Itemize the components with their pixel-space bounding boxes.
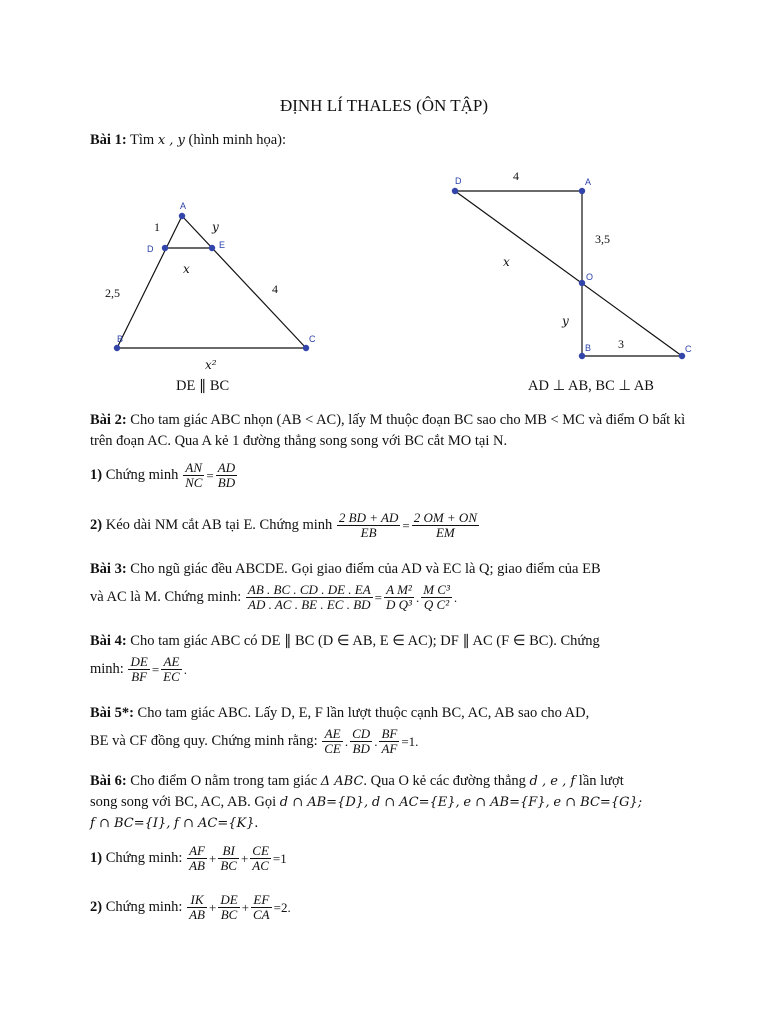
exercise-2-part-2: [90, 511, 690, 540]
exercise-6-text-1c: lần lượt: [578, 773, 624, 789]
label-a: A: [585, 177, 592, 187]
fraction-am-dq: $\frac{\text{A M²}}{\text{D Q³}}$: [386, 582, 412, 612]
fraction-bi-bc: $\frac{BI}{BC}$: [220, 843, 237, 873]
exercise-4-line-2: [90, 655, 690, 684]
fraction-ce-ac: $\frac{CE}{AC}$: [252, 843, 269, 873]
exercise-4: [90, 631, 690, 652]
set-3: e ∩ AB={F},: [463, 795, 550, 810]
fraction-an-nc: $\frac{AN}{NC}$: [185, 460, 203, 490]
exercise-6-line-2: [90, 792, 690, 813]
length-db: 2,5: [105, 286, 120, 300]
label-c: C: [685, 344, 692, 354]
exercise-3-label: Bài 3:: [90, 561, 127, 577]
point-e: [209, 245, 215, 251]
label-c: C: [309, 334, 316, 344]
equals-two: =2.: [273, 900, 291, 915]
length-do: x: [503, 255, 510, 269]
plus-sign: +: [208, 900, 217, 915]
lines-def: d , e , f: [529, 774, 576, 789]
exercise-6-label: Bài 6:: [90, 773, 127, 789]
figure-triangle-de-parallel-bc: [95, 195, 335, 375]
exercise-5-text-1: Cho tam giác ABC. Lấy D, E, F lần lượt thuộc cạnh BC, AC, AB sao cho AD,: [137, 705, 590, 721]
label-a: A: [180, 201, 187, 211]
exercise-6-text-1a: Cho điểm O nằm trong tam giác: [130, 773, 318, 789]
exercise-6-text-1b: . Qua O kẻ các đường thẳng: [363, 773, 526, 789]
exercise-6-part-1: [90, 844, 690, 873]
exercise-4-text-1: Cho tam giác ABC có DE ∥ BC (D ∈ AB, E ∈ AC); DF ∥ AC (F ∈ BC). Chứng: [130, 633, 600, 649]
plus-sign: +: [208, 851, 217, 866]
set-1: d ∩ AB={D},: [279, 795, 369, 810]
dot-sign: .: [415, 590, 420, 605]
exercise-6-text-2a: song song với BC, AC, AB. Gọi: [90, 794, 277, 810]
exercise-3-text-1: Cho ngũ giác đều ABCDE. Gọi giao điểm của AD và EC là Q; giao điểm của EB: [130, 561, 601, 577]
part-label: 1): [90, 466, 103, 483]
exercise-1-label: Bài 1:: [90, 132, 127, 148]
length-ao: 3,5: [595, 232, 610, 246]
figure-2-caption: AD ⊥ AB, BC ⊥ AB: [528, 378, 654, 394]
exercise-1-tail: (hình minh họa):: [188, 132, 286, 148]
length-da: 4: [513, 169, 519, 183]
point-d: [452, 188, 458, 194]
fraction-2om-on-em: $\frac{2 OM + ON}{EM}$: [413, 510, 477, 540]
part-text: Chứng minh: [105, 466, 179, 483]
equals-sign: =: [151, 662, 160, 677]
segment-dc: [455, 191, 682, 356]
fraction-de-bc: $\frac{DE}{BC}$: [220, 892, 238, 922]
length-ad: 1: [154, 220, 160, 234]
point-a: [579, 188, 585, 194]
fraction-2bd-ad-eb: $\frac{2 BD + AD}{EB}$: [338, 510, 399, 540]
exercise-3: [90, 559, 690, 580]
exercise-5-label: Bài 5*:: [90, 705, 134, 721]
length-ec: 4: [272, 282, 278, 296]
label-o: O: [586, 272, 594, 282]
exercise-1-vars: x , y: [157, 133, 185, 148]
exercise-6-line-3: [90, 813, 690, 834]
fraction-ik-ab: $\frac{IK}{AB}$: [189, 892, 205, 922]
length-bc: 3: [618, 337, 624, 351]
label-d: D: [455, 176, 462, 186]
page-title: ĐỊNH LÍ THALES (ÔN TẬP): [279, 96, 489, 115]
part-text: Chứng minh:: [105, 898, 183, 915]
end-dot: .: [254, 815, 259, 831]
figure-1-caption: DE ∥ BC: [176, 378, 230, 394]
equals-sign: =: [402, 518, 410, 533]
exercise-6: [90, 771, 690, 792]
end-dot: .: [453, 590, 458, 605]
length-bc: x²: [205, 358, 217, 372]
point-b: [579, 353, 585, 359]
exercise-3-text-2: và AC là M. Chứng minh:: [90, 588, 242, 605]
exercise-4-text-2: minh:: [90, 660, 124, 677]
fraction-ef-ca: $\frac{EF}{CA}$: [253, 892, 270, 922]
length-ob: y: [562, 314, 569, 328]
triangle-abc: Δ ABC: [320, 774, 364, 789]
exercise-2-label: Bài 2:: [90, 412, 127, 428]
side-ac: [182, 216, 306, 348]
point-a: [179, 213, 185, 219]
dot-sign: .: [344, 734, 349, 749]
point-b: [114, 345, 120, 351]
plus-sign: +: [241, 900, 250, 915]
exercise-2-text: Cho tam giác ABC nhọn (AB < AC), lấy M thuộc đoạn BC sao cho MB < MC và điểm O bất kì trên đoạn AC. Qua A kẻ 1 đường thẳng song song với BC cắt MO tại N.: [90, 412, 686, 449]
label-e: E: [219, 240, 226, 250]
fraction-ae-ce: $\frac{AE}{CE}$: [324, 726, 341, 756]
fraction-ad-bd: $\frac{AD}{BD}$: [217, 460, 236, 490]
exercise-5: [90, 703, 690, 724]
length-ae: y: [212, 220, 219, 234]
exercise-1-text: Tìm: [130, 132, 155, 148]
equals-one: =1.: [401, 734, 419, 749]
fraction-de-bf: $\frac{DE}{BF}$: [130, 654, 148, 684]
label-d: D: [147, 244, 154, 254]
part-label: 2): [90, 516, 103, 533]
fraction-cd-bd: $\frac{CD}{BD}$: [352, 726, 371, 756]
part-text: Kéo dài NM cắt AB tại E. Chứng minh: [105, 516, 333, 533]
dot-sign: .: [374, 734, 378, 749]
set-6: f ∩ AC={K}: [174, 816, 255, 831]
equals-sign: =: [374, 590, 382, 605]
exercise-5-text-2: BE và CF đồng quy. Chứng minh rằng:: [90, 732, 318, 749]
side-ab: [117, 216, 182, 348]
exercise-6-part-2: [90, 893, 690, 922]
fraction-product-sides: $\frac{AB . BC . CD . DE . EA}{AD . AC . BE . EC . BD}$: [247, 582, 371, 612]
equals-one: =1: [272, 851, 287, 866]
set-5: f ∩ BC={I},: [90, 816, 171, 831]
length-de: x: [183, 262, 190, 276]
set-2: d ∩ AC={E},: [371, 795, 460, 810]
fraction-bf-af: $\frac{BF}{AF}$: [381, 726, 398, 756]
exercise-2: [90, 410, 690, 452]
equals-sign: =: [206, 468, 214, 483]
fraction-mc-qc: $\frac{\text{M C³}}{\text{Q C²}}$: [423, 582, 450, 612]
exercise-1: [90, 130, 690, 151]
label-b: B: [585, 343, 592, 353]
exercise-3-line-2: [90, 583, 690, 612]
part-text: Chứng minh:: [105, 849, 183, 866]
end-dot: .: [183, 662, 188, 677]
point-o: [579, 280, 585, 286]
figure-crossed-segments: [445, 165, 705, 365]
part-label: 1): [90, 849, 103, 866]
exercise-2-part-1: [90, 461, 690, 490]
point-c: [303, 345, 309, 351]
label-b: B: [117, 334, 124, 344]
part-label: 2): [90, 898, 103, 915]
fraction-af-ab: $\frac{AF}{AB}$: [189, 843, 205, 873]
point-d: [162, 245, 168, 251]
plus-sign: +: [240, 851, 249, 866]
fraction-ae-ec: $\frac{AE}{EC}$: [163, 654, 180, 684]
exercise-5-line-2: [90, 727, 690, 756]
set-4: e ∩ BC={G};: [553, 795, 643, 810]
exercise-4-label: Bài 4:: [90, 633, 127, 649]
